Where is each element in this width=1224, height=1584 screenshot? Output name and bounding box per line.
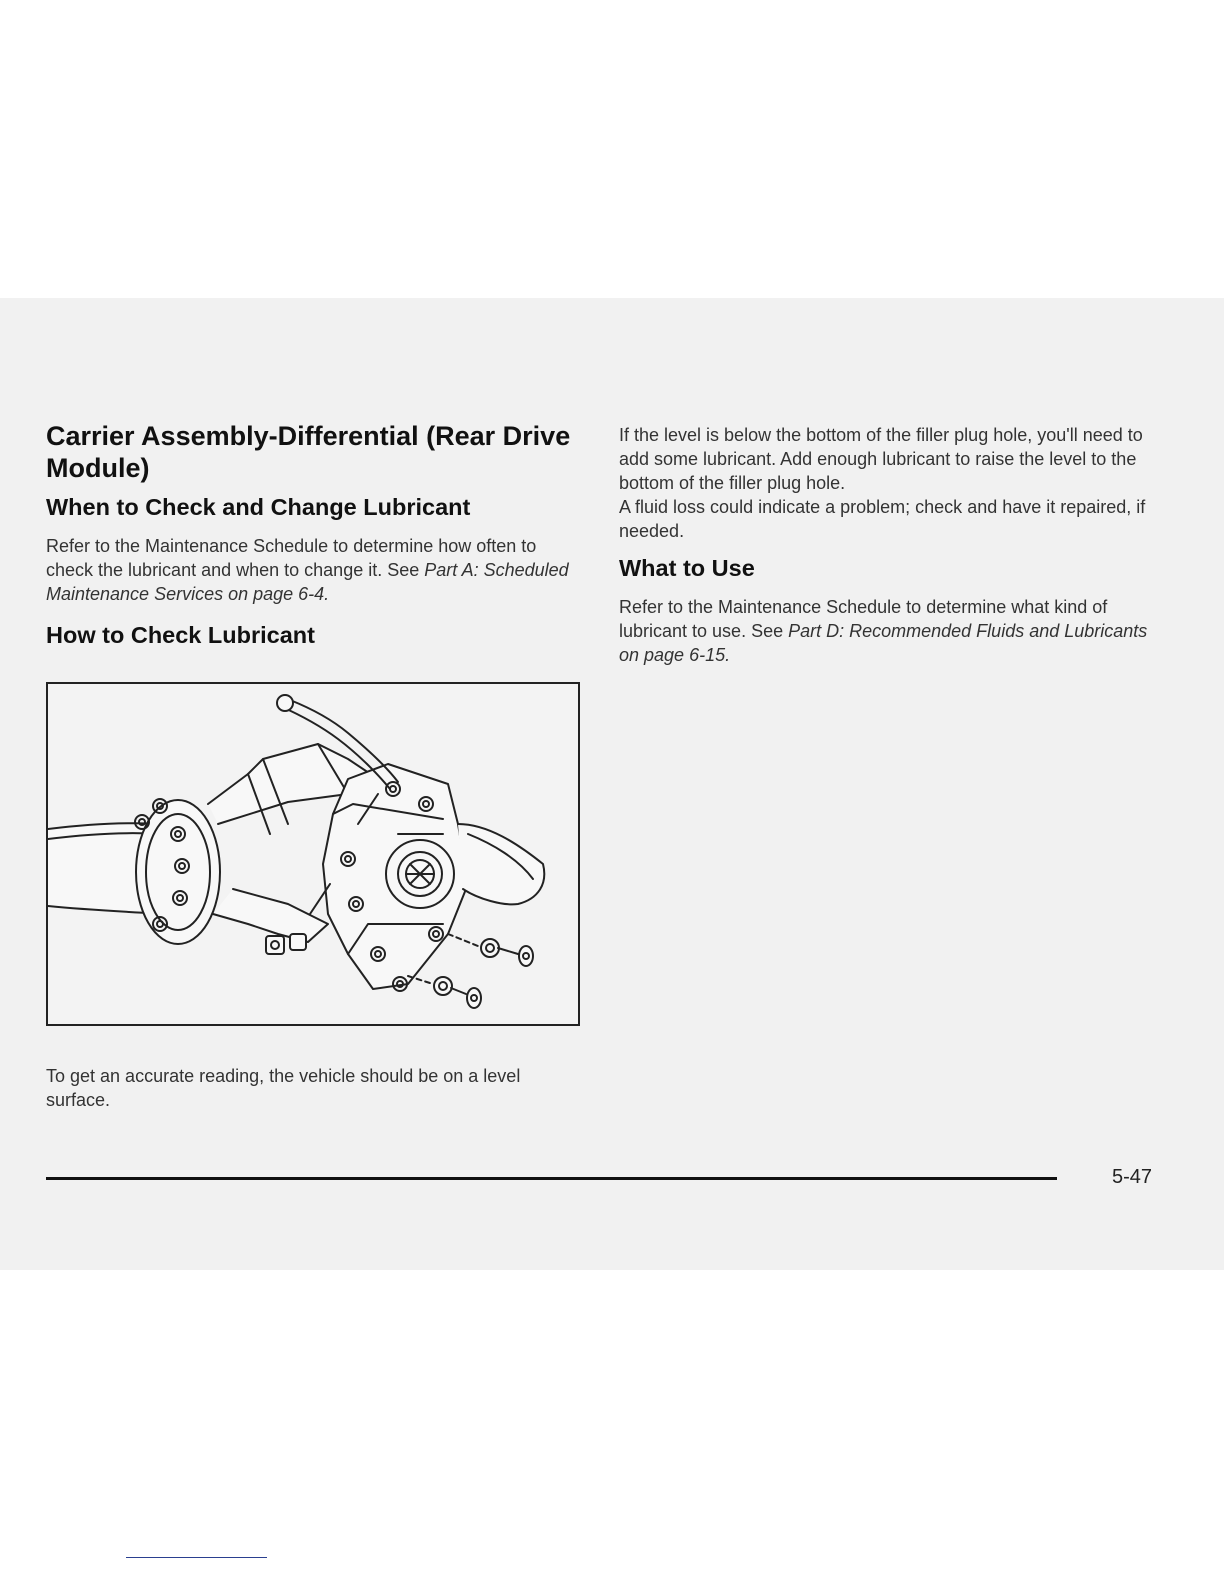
when-to-check-text: Refer to the Maintenance Schedule to determine how often to check the lubricant and when to change it. See [46, 536, 537, 580]
maintenance-reference-link[interactable]: Part A: Scheduled Maintenance Services on page 6-4. [46, 560, 569, 604]
fluids-reference-link[interactable]: Part D: Recommended Fluids and Lubricants on page 6-15. [619, 621, 1148, 665]
footer-rule [46, 1177, 1057, 1180]
heading-when-to-check: When to Check and Change Lubricant [46, 494, 471, 520]
when-to-check-paragraph [46, 534, 580, 606]
heading-how-to-check: How to Check Lubricant [46, 622, 315, 648]
page-number: 5-47 [1112, 1166, 1153, 1188]
differential-illustration [46, 682, 580, 1026]
lubricant-level-text: If the level is below the bottom of the filler plug hole, you'll need to add some lubricant. Add enough lubricant to raise the level to the bottom of the filler plug hole. [619, 425, 1143, 493]
bottom-link-underline [126, 1557, 267, 1558]
heading-what-to-use: What to Use [619, 555, 755, 581]
what-to-use-text: Refer to the Maintenance Schedule to determine what kind of lubricant to use. See [619, 597, 1108, 641]
after-figure-block [46, 1064, 580, 1112]
section-title: Carrier Assembly-Differential (Rear Drive Module) [46, 421, 571, 483]
fluid-loss-text: A fluid loss could indicate a problem; check and have it repaired, if needed. [619, 497, 1146, 541]
left-column [46, 420, 580, 650]
what-to-use-paragraph [619, 595, 1169, 667]
differential-diagram [48, 684, 578, 1024]
right-column [619, 423, 1169, 667]
level-surface-text: To get an accurate reading, the vehicle should be on a level surface. [46, 1066, 521, 1110]
